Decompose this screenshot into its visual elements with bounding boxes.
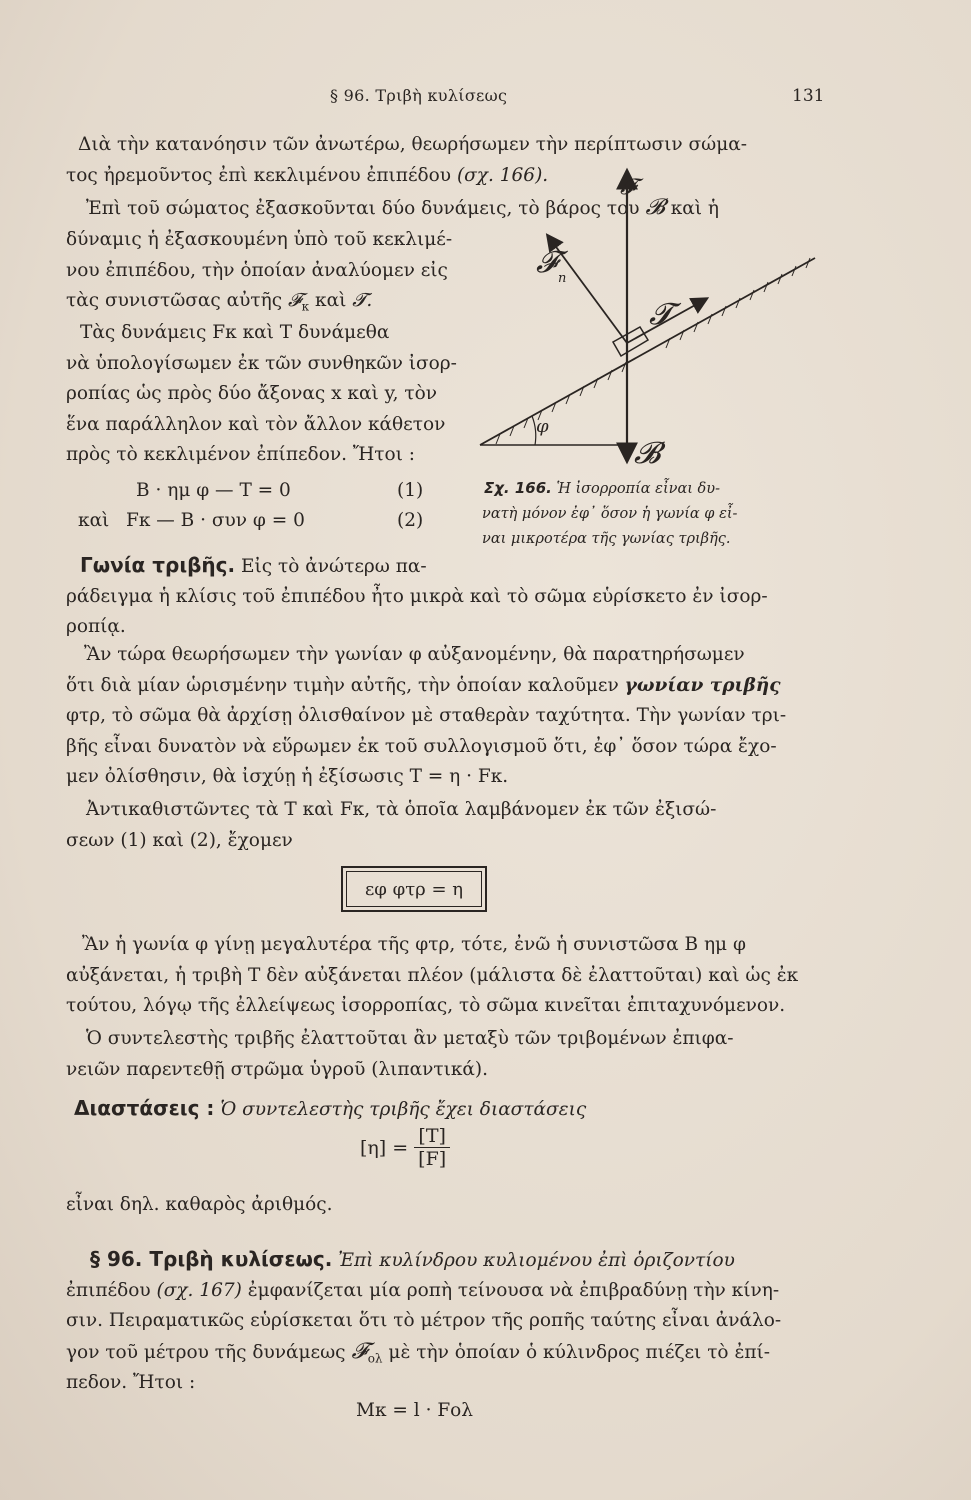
boxed-formula: εφ φτρ = η bbox=[341, 866, 487, 912]
caption-number: Σχ. 166. bbox=[484, 479, 552, 497]
normal-force-subscript: n bbox=[558, 271, 567, 286]
intro-line-1: Διὰ τὴν κατανόησιν τῶν ἀνωτέρω, θεωρήσωμεν τὴν περίπτωσιν σώμα- bbox=[78, 134, 748, 155]
intro-line-2: τος ἠρεμοῦντος ἐπὶ κεκλιμένου ἐπιπέδου (σχ. 166). bbox=[66, 165, 549, 186]
dimensions-formula: [η] = $\frac{[T]}{[F]}$ bbox=[360, 1125, 450, 1170]
rolling-line-2: ἐπιπέδου (σχ. 167) ἐμφανίζεται μία ροπὴ τείνουσα νὰ ἐπιβραδύνῃ τὴν κίνη- bbox=[66, 1280, 780, 1301]
friction-angle-heading: Γωνία τριβῆς. bbox=[80, 553, 236, 577]
rolling-line-1: § 96. Τριβὴ κυλίσεως. Ἐπὶ κυλίνδρου κυλιομένου ἐπὶ ὁριζοντίου bbox=[90, 1247, 735, 1271]
coefficient-paragraph: Ὁ συντελεστὴς τριβῆς ἐλαττοῦται ἂν μεταξὺ τῶν τριβομένων ἐπιφα- νειῶν παρεντεθῇ στρῶμα ὑγροῦ (λιπαντικά). bbox=[66, 1028, 734, 1080]
compute-line: Τὰς δυνάμεις Fκ καὶ T δυνάμεθα bbox=[80, 322, 390, 343]
running-header: § 96. Τριβὴ κυλίσεως bbox=[330, 86, 508, 105]
greater-paragraph: Ἂν ἡ γωνία φ γίνῃ μεγαλυτέρα τῆς φτρ, τότε, ἐνῶ ἡ συνιστῶσα B ημ φ αὐξάνεται, ἡ τριβὴ T δὲν αὐξάνεται πλέον (μάλιστα δὲ ἐλαττοῦται) καὶ ὡς ἐκ τούτου, λόγῳ τῆς ἐλλείψεως ἰσορροπίας, τὸ σῶμα κινεῖται ἐπιταχυνόμενον. bbox=[66, 934, 799, 1016]
equation-1-number: (1) bbox=[397, 480, 424, 501]
forces-paragraph bbox=[66, 225, 452, 322]
substitute-paragraph: Ἀντικαθιστῶντες τὰ T καὶ Fκ, τὰ ὁποῖα λαμβάνομεν ἐκ τῶν ἐξισώ- σεων (1) καὶ (2), ἔχομεν bbox=[66, 799, 717, 851]
equation-2-number: (2) bbox=[397, 510, 424, 531]
dimensions-line: Διαστάσεις : Ὁ συντελεστὴς τριβῆς ἔχει διαστάσεις bbox=[74, 1096, 587, 1120]
forces-line: νου ἐπιπέδου, τὴν ὁποίαν ἀναλύομεν εἰς bbox=[66, 259, 448, 281]
angle-label: φ bbox=[536, 416, 549, 437]
equation-1: B · ημ φ — T = 0 bbox=[136, 480, 291, 501]
increase-paragraph: Ἂν τώρα θεωρήσωμεν τὴν γωνίαν φ αὐξανομένην, θὰ παρατηρήσωμεν ὅτι διὰ μίαν ὡρισμένην τιμὴν αὐτῆς, τὴν ὁποίαν καλοῦμεν γωνίαν τριβῆς φτρ, τὸ σῶμα θὰ ἀρχίσῃ ὀλισθαίνον μὲ σταθερὰν ταχύτητα. Τὴν γωνίαν τρι- βῆς εἶναι δυνατὸν νὰ εὕρωμεν ἐκ τοῦ συλλογισμοῦ ὅτι, ἐφ᾽ ὅσον τώρα ἔχο- μεν ὀλίσθησιν, θὰ ἰσχύῃ ἡ ἐξίσωσις T = η · Fκ. bbox=[66, 644, 787, 787]
dimensions-heading: Διαστάσεις : bbox=[74, 1096, 215, 1120]
forces-last-line: τὰς συνιστῶσας αὐτῆς 𝓕$_\kappa$ καὶ 𝓣. bbox=[66, 290, 373, 314]
rolling-formula: Mκ = l · Fολ bbox=[356, 1400, 474, 1421]
compute-line: ἕνα παράλληλον καὶ τὸν ἄλλον κάθετον bbox=[66, 413, 446, 435]
compute-line: νὰ ὑπολογίσωμεν ἐκ τῶν συνθηκῶν ἰσορ- bbox=[66, 352, 457, 374]
equation-2: Fκ — B · συν φ = 0 bbox=[126, 510, 305, 531]
compute-line: ροπίας ὡς πρὸς δύο ἄξονας x καὶ y, τὸν bbox=[66, 383, 437, 404]
rolling-line-3: σιν. Πειραματικῶς εὑρίσκεται ὅτι τὸ μέτρον τῆς ροπῆς ταύτης εἶναι ἀνάλο- bbox=[66, 1310, 782, 1331]
rolling-line-5: πεδον. Ἤτοι : bbox=[66, 1372, 196, 1393]
normal-force-label: 𝓕 bbox=[536, 245, 559, 280]
normal-force-arrow bbox=[548, 236, 627, 343]
forces-line-1: Ἐπὶ τοῦ σώματος ἐξασκοῦνται δύο δυνάμεις, τὸ βάρος του 𝓑 καὶ ἡ bbox=[86, 195, 720, 220]
rolling-heading: § 96. Τριβὴ κυλίσεως. bbox=[90, 1247, 333, 1271]
weight-label: 𝓑 bbox=[634, 436, 661, 470]
figure-caption: Σχ. 166. Ἡ ἰσορροπία εἶναι δυ- νατὴ μόνον ἐφ᾽ ὅσον ἡ γωνία φ εἶ- ναι μικροτέρα τῆς γωνίας τριβῆς. bbox=[482, 479, 738, 547]
inclined-plane bbox=[480, 258, 815, 445]
figure-166 bbox=[440, 160, 840, 470]
friction-angle-line-3: ροπίᾳ. bbox=[66, 616, 126, 637]
page-number: 131 bbox=[792, 86, 825, 106]
forces-line: δύναμις ἡ ἐξασκουμένη ὑπὸ τοῦ κεκλιμέ- bbox=[66, 229, 453, 250]
compute-line: πρὸς τὸ κεκλιμένον ἐπίπεδον. Ἤτοι : bbox=[66, 444, 416, 465]
reaction-force-label: 𝓕 bbox=[620, 175, 637, 200]
equation-2-prefix: καὶ bbox=[78, 510, 110, 531]
rolling-line-4: γον τοῦ μέτρου τῆς δυνάμεως 𝓕$_{o\lambda}$ μὲ τὴν ὁποίαν ὁ κύλινδρος πιέζει τὸ ἐπί- bbox=[66, 1339, 771, 1366]
friction-label: 𝓣 bbox=[649, 297, 672, 332]
compute-paragraph bbox=[66, 318, 457, 471]
dimensions-conclusion: εἶναι δηλ. καθαρὸς ἀριθμός. bbox=[66, 1194, 333, 1215]
friction-angle-line-1: Γωνία τριβῆς. Εἰς τὸ ἀνώτερω πα- bbox=[80, 553, 427, 577]
friction-angle-line-2: ράδειγμα ἡ κλίσις τοῦ ἐπιπέδου ἦτο μικρὰ καὶ τὸ σῶμα εὑρίσκετο ἐν ἰσορ- bbox=[66, 586, 768, 607]
